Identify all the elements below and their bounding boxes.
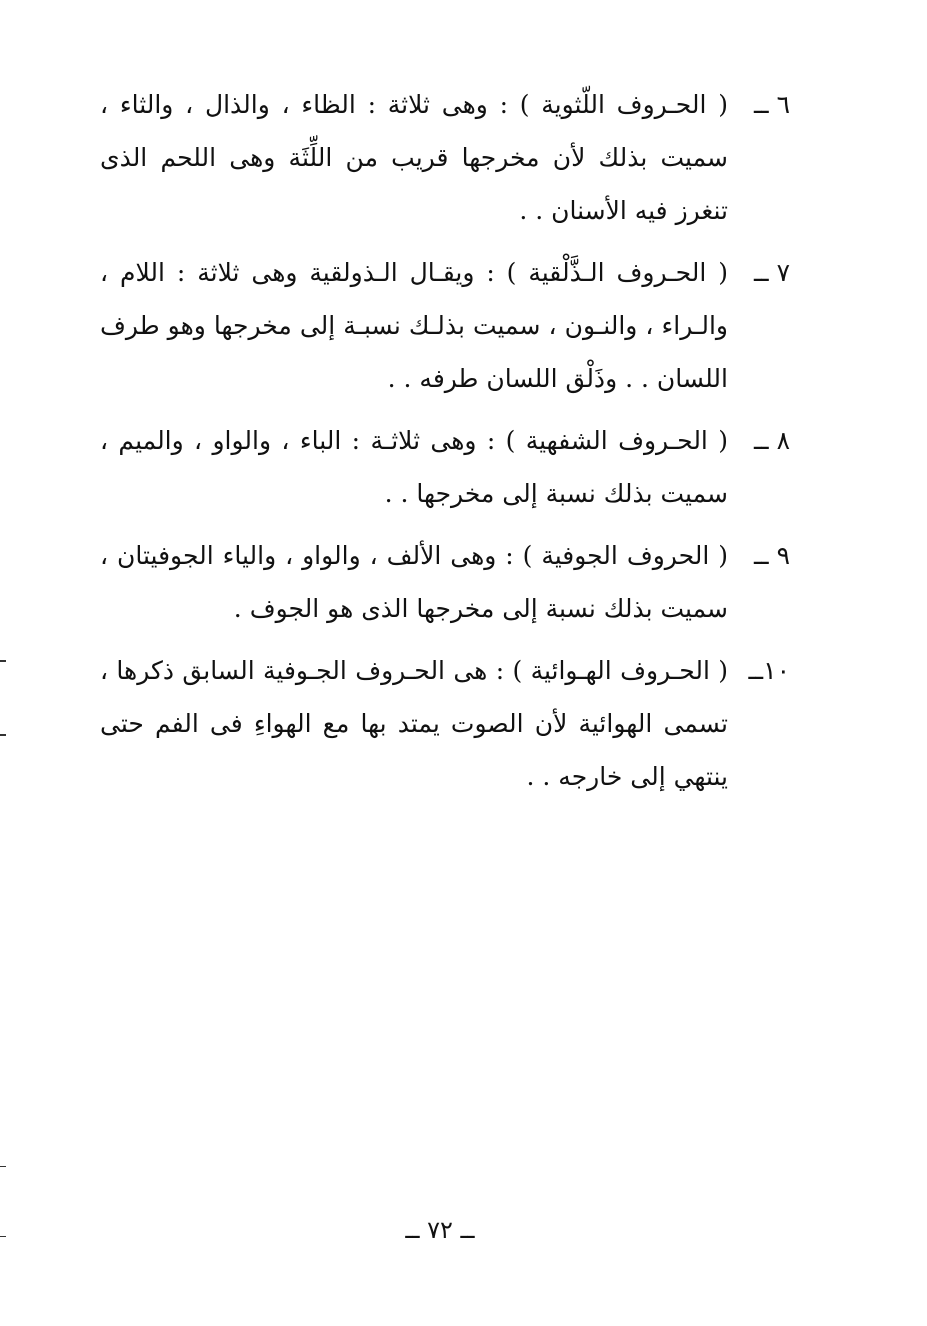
item-text: ( الحـروف الهـوائية ) : هى الحـروف الجـوفية السابق ذكرها ، تسمى الهوائية لأن الصوت يمتد بها مع الهواءِ فى الفم حتى ينتهي إلى خارجه . . (100, 656, 728, 791)
item-number: ٩ ــ (753, 541, 790, 570)
item-text: ( الحـروف اللّثوية ) : وهى ثلاثة : الظاء ، والذال ، والثاء ، سميت بذلك لأن مخرجها قريب من اللِّثَة وهى اللحم الذى تنغرز فيه الأسنان . . (100, 90, 728, 225)
item-text: ( الحـروف الشفهية ) : وهى ثلاثـة : الباء ، والواو ، والميم ، سميت بذلك نسبة إلى مخرجها . . (100, 426, 728, 508)
item-number: ٨ ــ (753, 426, 790, 455)
letters-list (100, 78, 790, 812)
scan-edge-mark (0, 1166, 6, 1167)
item-text: ( الحروف الجوفية ) : وهى الألف ، والواو ، والياء الجوفيتان ، سميت بذلك نسبة إلى مخرجها الذى هو الجوف . (100, 541, 728, 623)
scan-edge-mark (0, 734, 6, 736)
page-number: ــ ٧٢ ــ (405, 1216, 475, 1244)
list-item-9 (100, 529, 790, 635)
item-number: ٧ ــ (753, 258, 790, 287)
list-item-10 (100, 644, 790, 803)
item-number: ١٠ــ (748, 656, 790, 685)
list-item-7 (100, 246, 790, 405)
scan-edge-mark (0, 1236, 6, 1237)
scan-edge-mark (0, 660, 6, 662)
item-text: ( الحـروف الـذَّلْقية ) : ويقـال الـذولقية وهى ثلاثة : اللام ، والـراء ، والنـون ، سميت بذلـك نسبـة إلى مخرجها وهو طرف اللسان . . وذَلْق اللسان طرفه . . (100, 258, 728, 393)
item-number: ٦ ــ (753, 90, 790, 119)
list-item-8 (100, 414, 790, 520)
list-item-6 (100, 78, 790, 237)
